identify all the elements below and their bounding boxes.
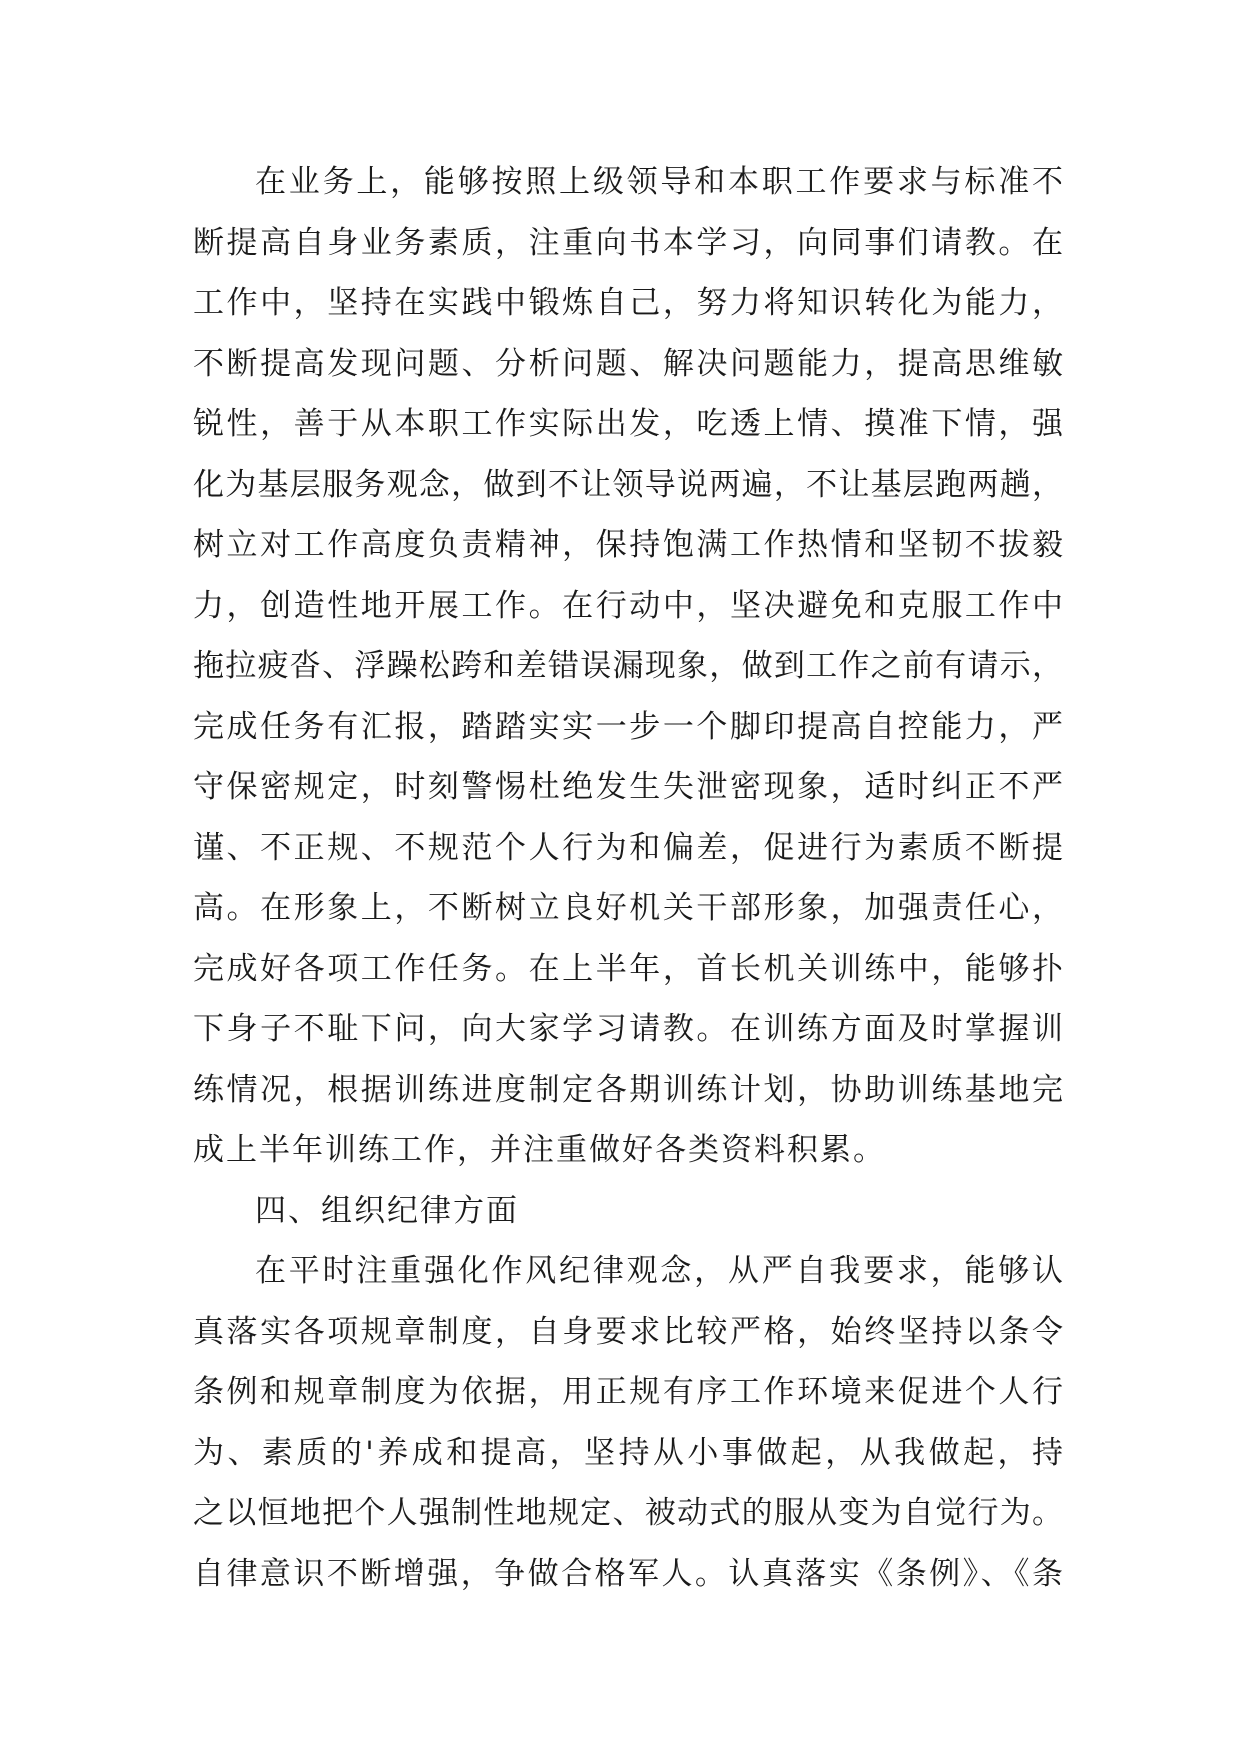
- text-line: 条例和规章制度为依据，用正规有序工作环境来促进个人行: [193, 1374, 1063, 1410]
- text-line: 力，创造性地开展工作。在行动中，坚决避免和克服工作中: [193, 587, 1063, 624]
- text-line: 练情况，根据训练进度制定各期训练计划，协助训练基地完: [193, 1071, 1063, 1108]
- text-line: 断提高自身业务素质，注重向书本学习，向同事们请教。在: [193, 224, 1063, 261]
- text-line: 树立对工作高度负责精神，保持饱满工作热情和坚韧不拔毅: [193, 527, 1063, 563]
- text-line: 完成任务有汇报，踏踏实实一步一个脚印提高自控能力，严: [193, 708, 1063, 745]
- body-text: [193, 152, 1063, 1604]
- text-line: 在业务上，能够按照上级领导和本职工作要求与标准不: [255, 164, 1063, 200]
- text-line: 谨、不正规、不规范个人行为和偏差，促进行为素质不断提: [193, 829, 1063, 866]
- text-line: 守保密规定，时刻警惕杜绝发生失泄密现象，适时纠正不严: [193, 769, 1063, 805]
- text-line: 工作中，坚持在实践中锻炼自己，努力将知识转化为能力，: [193, 285, 1063, 321]
- section-heading: 四、组织纪律方面: [255, 1192, 519, 1229]
- text-line: 高。在形象上，不断树立良好机关干部形象，加强责任心，: [193, 890, 1063, 926]
- text-line: 自律意识不断增强，争做合格军人。认真落实《条例》、《条: [193, 1555, 1063, 1592]
- text-line: 下身子不耻下问，向大家学习请教。在训练方面及时掌握训: [193, 1011, 1063, 1047]
- text-line: 化为基层服务观念，做到不让领导说两遍，不让基层跑两趟，: [193, 466, 1063, 503]
- text-line: 之以恒地把个人强制性地规定、被动式的服从变为自觉行为。: [193, 1495, 1063, 1531]
- text-line: 完成好各项工作任务。在上半年，首长机关训练中，能够扑: [193, 950, 1063, 987]
- text-line: 锐性，善于从本职工作实际出发，吃透上情、摸准下情，强: [193, 406, 1063, 442]
- text-line: 拖拉疲沓、浮躁松跨和差错误漏现象，做到工作之前有请示，: [193, 648, 1063, 684]
- text-line: 不断提高发现问题、分析问题、解决问题能力，提高思维敏: [193, 345, 1063, 382]
- text-line: 在平时注重强化作风纪律观念，从严自我要求，能够认: [255, 1253, 1063, 1289]
- text-line: 为、素质的'养成和提高，坚持从小事做起，从我做起，持: [193, 1434, 1063, 1471]
- text-line: 成上半年训练工作，并注重做好各类资料积累。: [193, 1132, 886, 1168]
- text-line: 真落实各项规章制度，自身要求比较严格，始终坚持以条令: [193, 1313, 1063, 1350]
